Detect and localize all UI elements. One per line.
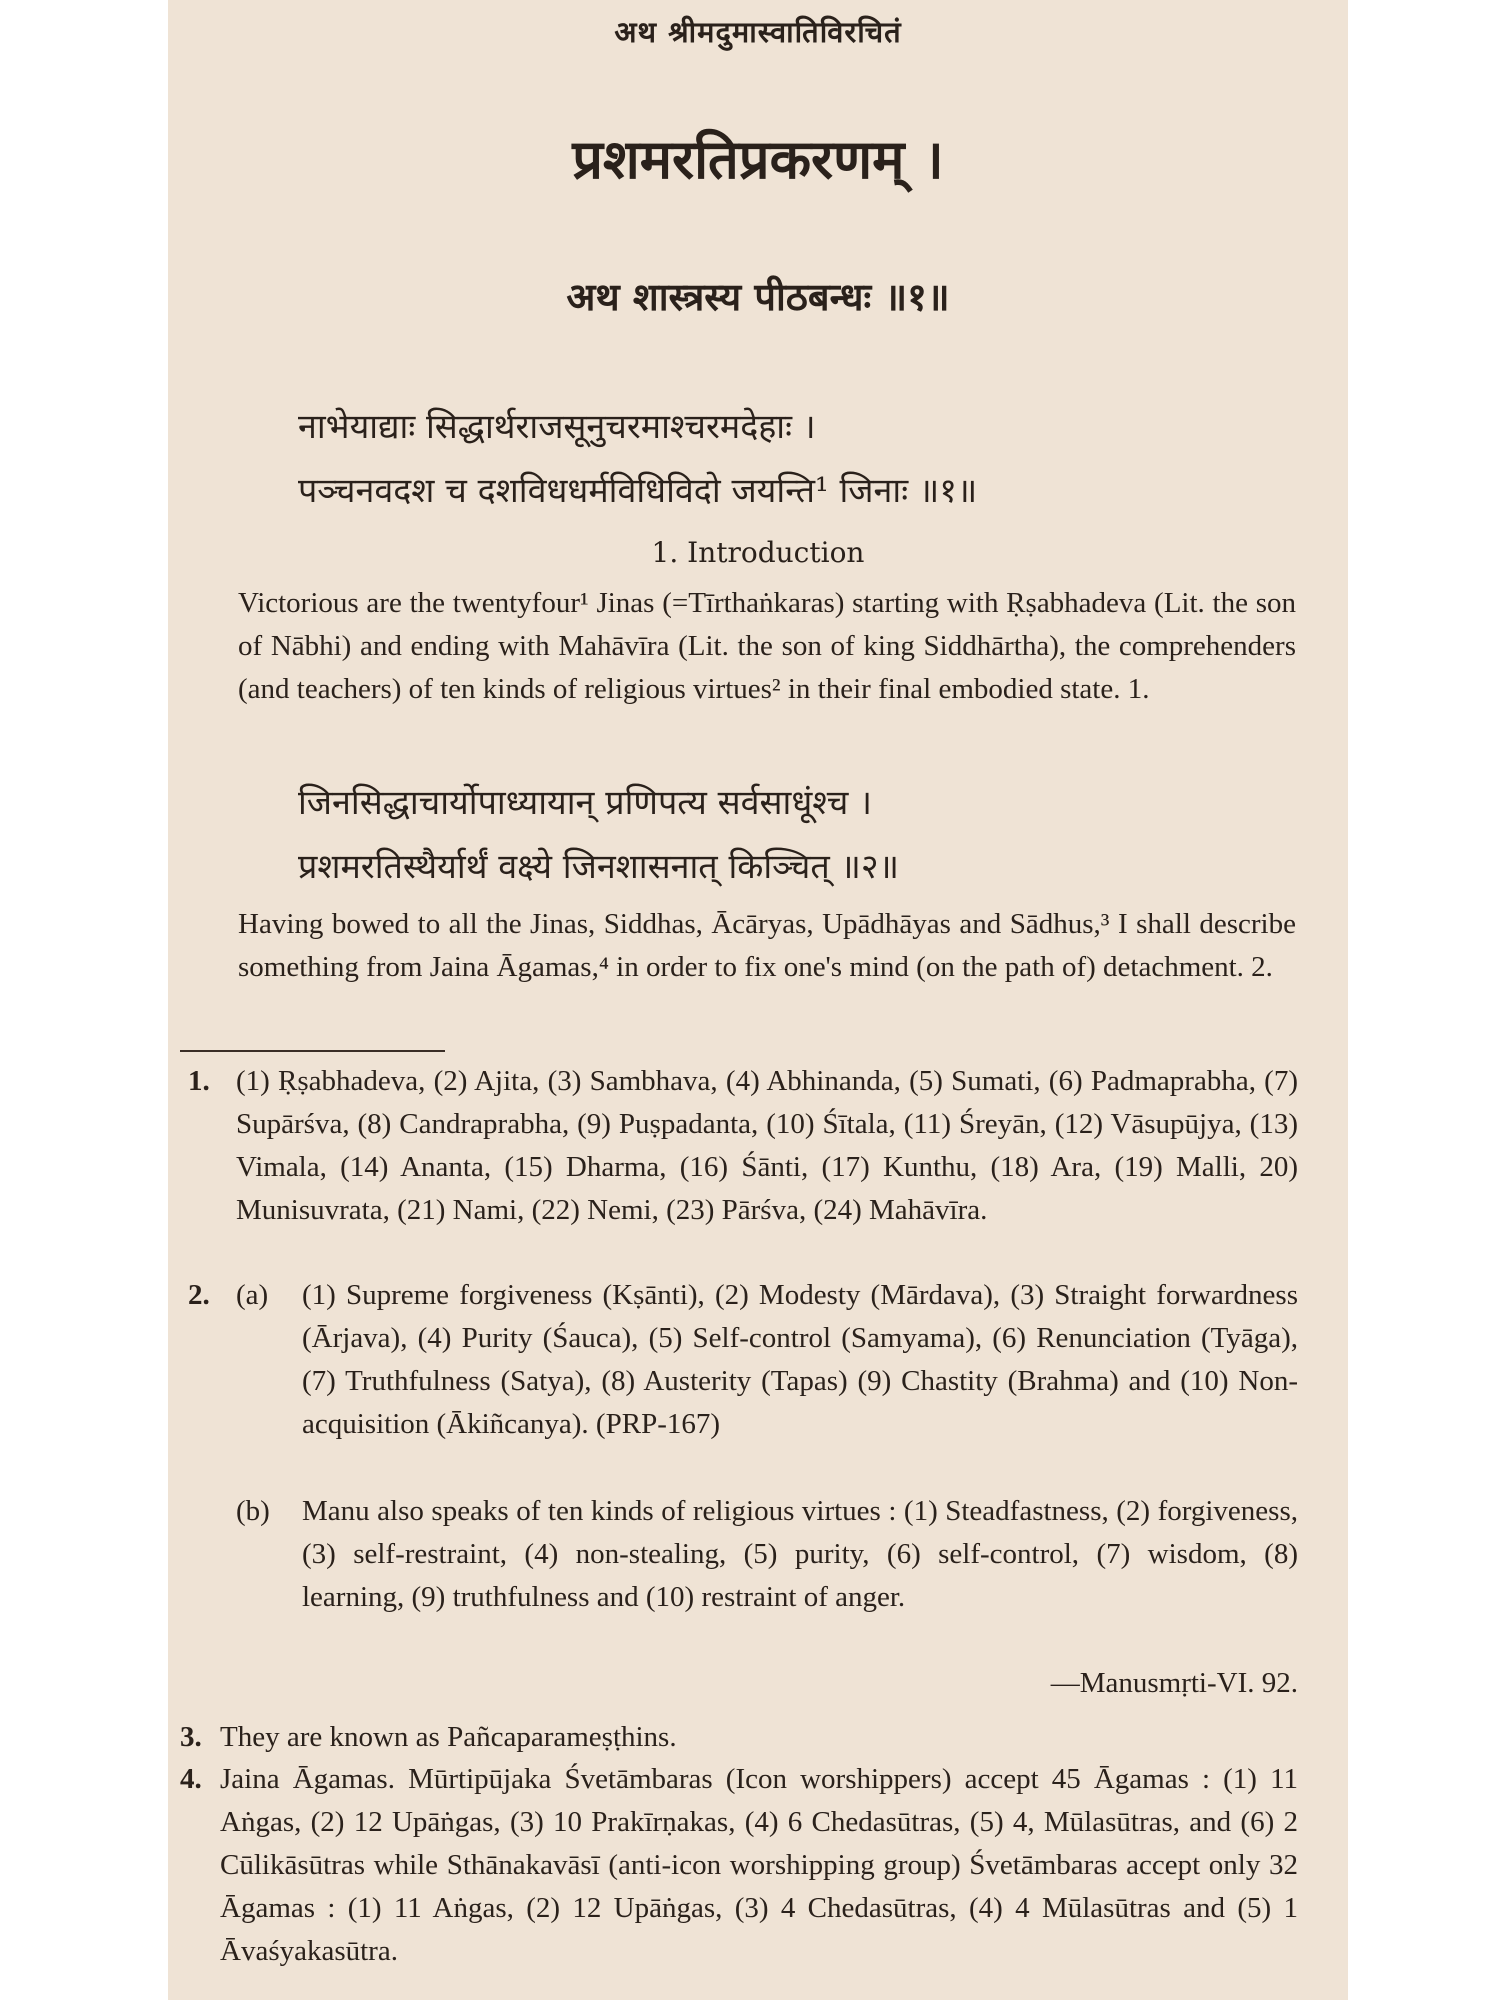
footnote-2b-source: —Manusmṛti-VI. 92. <box>1050 1667 1298 1699</box>
footnote-4-text: Jaina Āgamas. Mūrtipūjaka Śvetāmbaras (Icon worshippers) accept 45 Āgamas : (1) 11 Aṅgas, (2) 12 Upāṅgas, (3) 10 Prakīrṇakas, (4) 6 Chedasūtras, (5) 4, Mūlasūtras, and (6) 2 Cūlikāsūtras while Sthānakavāsī (anti-icon worshipping group) Śvetāmbaras accept only 32 Āgamas : (1) 11 Aṅgas, (2) 12 Upāṅgas, (3) 4 Chedasūtras, (4) 4 Mūlasūtras and (5) 1 Āvaśyakasūtra. <box>220 1763 1298 1967</box>
section-heading: अथ शास्त्रस्य पीठबन्धः ॥१॥ <box>566 274 950 319</box>
footnote-1-text: (1) Ṛṣabhadeva, (2) Ajita, (3) Sambhava, (4) Abhinanda, (5) Sumati, (6) Padmaprabha, (7) Supārśva, (8) Candraprabha, (9) Puṣpadanta, (10) Śītala, (11) Śreyān, (12) Vāsupūjya, (13) Vimala, (14) Ananta, (15) Dharma, (16) Śānti, (17) Kunthu, (18) Ara, (19) Malli, 20) Munisuvrata, (21) Nami, (22) Nemi, (23) Pārśva, (24) Mahāvīra. <box>236 1065 1298 1226</box>
footnote-4-number: 4. <box>180 1763 202 1795</box>
footnote-2b-label: (b) <box>236 1495 270 1527</box>
translation-verse2: Having bowed to all the Jinas, Siddhas, Ācāryas, Upādhāyas and Sādhus,³ I shall describe something from Jaina Āgamas,⁴ in order to fix one's mind (on the path of) detachment. 2. <box>238 908 1296 983</box>
verse1-line2: पञ्चनवदश च दशविधधर्मविधिविदो जयन्ति¹ जिनाः ॥१॥ <box>298 471 978 511</box>
page-title: प्रशमरतिप्रकरणम् । <box>572 127 944 191</box>
footnote-2a-text: (1) Supreme forgiveness (Kṣānti), (2) Modesty (Mārdava), (3) Straight forwardness (Ārjava), (4) Purity (Śauca), (5) Self-control (Samyama), (6) Renunciation (Tyāga), (7) Truthfulness (Satya), (8) Austerity (Tapas) (9) Chastity (Brahma) and (10) Non-acquisition (Ākiñcanya). (PRP-167) <box>302 1279 1298 1440</box>
footnote-2-number: 2. <box>188 1279 210 1311</box>
footnote-rule <box>180 1050 445 1052</box>
footnote-3-number: 3. <box>180 1721 202 1753</box>
footnote-2b-text: Manu also speaks of ten kinds of religious virtues : (1) Steadfastness, (2) forgiveness, (3) self-restraint, (4) non-stealing, (5) purity, (6) self-control, (7) wisdom, (8) learning, (9) truthfulness and (10) restraint of anger. <box>302 1495 1298 1613</box>
footnote-2a-label: (a) <box>236 1279 269 1311</box>
footnote-3-text: They are known as Pañcaparameṣṭhins. <box>220 1721 677 1753</box>
verse2-line1: जिनसिद्धाचार्योपाध्यायान् प्रणिपत्य सर्वसाधूंश्च । <box>298 783 872 823</box>
verse1-line1: नाभेयाद्याः सिद्धार्थराजसूनुचरमाश्चरमदेहाः । <box>298 407 816 447</box>
intro-caption: 1. Introduction <box>651 536 865 569</box>
translation-verse1: Victorious are the twentyfour¹ Jinas (=Tīrthaṅkaras) starting with Ṛṣabhadeva (Lit. the son of Nābhi) and ending with Mahāvīra (Lit. the son of king Siddhārtha), the comprehenders (and teachers) of ten kinds of religious virtues² in their final embodied state. 1. <box>238 587 1296 705</box>
verse2-line2: प्रशमरतिस्थैर्यार्थं वक्ष्ये जिनशासनात् किञ्चित् ॥२॥ <box>298 847 899 887</box>
footnote-1-number: 1. <box>188 1065 210 1097</box>
book-page <box>168 0 1348 2000</box>
running-head: अथ श्रीमदुमास्वातिविरचितं <box>614 15 902 49</box>
